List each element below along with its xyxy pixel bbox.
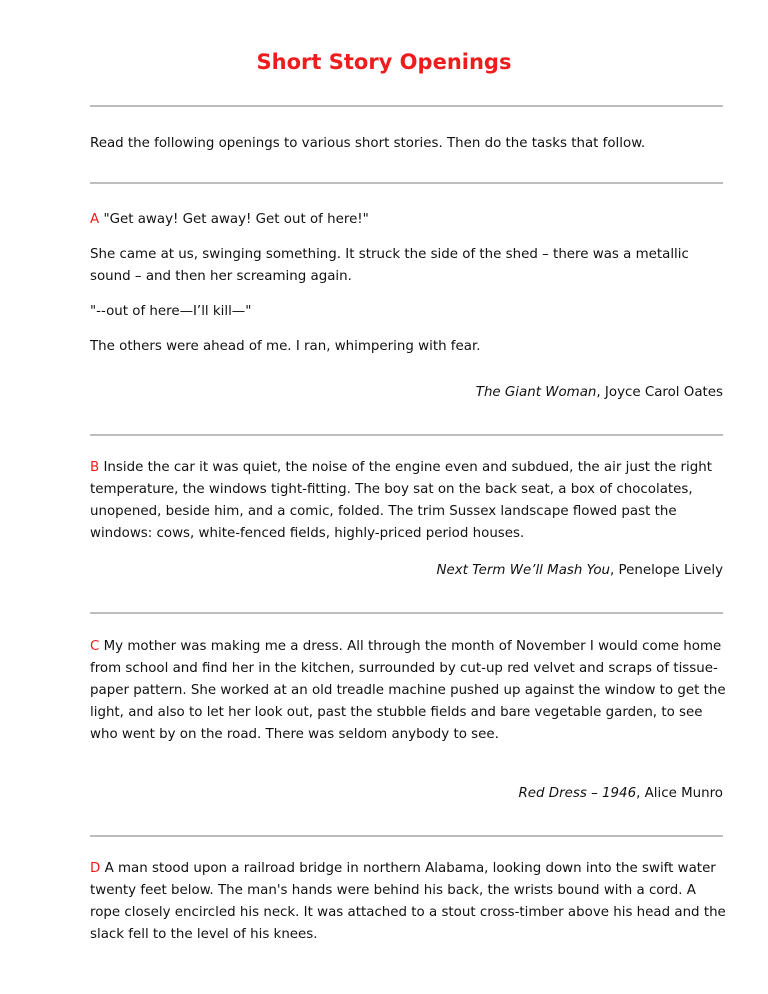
story-b-citation: Next Term We’ll Mash You, Penelope Lively	[436, 563, 723, 578]
story-c-author: Alice Munro	[644, 786, 723, 801]
divider	[90, 105, 723, 107]
divider	[90, 182, 723, 184]
story-b-work-title: Next Term We’ll Mash You	[436, 563, 611, 578]
story-b-text: B Inside the car it was quiet, the noise of the engine even and subdued, the air just the right temperature, the windows tight-fitting. The boy sat on the back seat, a box of chocolates, unopened, beside him, and a comic, folded. The trim Sussex landscape flowed past the windows: cows, white-fenced fields, highly-priced period houses.	[90, 460, 712, 541]
story-b-letter: B	[90, 460, 100, 475]
intro-text: Read the following openings to various short stories. Then do the tasks that follow.	[90, 136, 646, 151]
story-a-author: Joyce Carol Oates	[604, 385, 723, 400]
story-d-letter: D	[90, 861, 101, 876]
story-a-line-3: "--out of here—I’ll kill—"	[90, 304, 252, 319]
story-a-line-2: She came at us, swinging something. It struck the side of the shed – there was a metallic sound – and then her screaming again.	[90, 247, 689, 284]
divider	[90, 835, 723, 837]
story-c-citation: Red Dress – 1946, Alice Munro	[518, 786, 723, 801]
divider	[90, 434, 723, 436]
page-title: Short Story Openings	[256, 50, 512, 74]
story-c-work-title: Red Dress – 1946	[518, 786, 637, 801]
story-a-work-title: The Giant Woman	[475, 385, 597, 400]
story-a-line-1: A "Get away! Get away! Get out of here!"	[90, 212, 369, 227]
story-b-author: Penelope Lively	[618, 563, 723, 578]
story-a-line-4: The others were ahead of me. I ran, whimpering with fear.	[90, 339, 481, 354]
story-d-text: D A man stood upon a railroad bridge in northern Alabama, looking down into the swift water twenty feet below. The man's hands were behind his back, the wrists bound with a cord. A rope closely encircled his neck. It was attached to a stout cross-timber above his head and the slack fell to the level of his knees.	[90, 861, 726, 942]
story-a-letter: A	[90, 212, 100, 227]
divider	[90, 612, 723, 614]
story-a-citation: The Giant Woman, Joyce Carol Oates	[475, 385, 723, 400]
story-c-text: C My mother was making me a dress. All through the month of November I would come home from school and find her in the kitchen, surrounded by cut-up red velvet and scraps of tissue-paper pattern. She worked at an old treadle machine pushed up against the window to get the light, and also to let her look out, past the stubble fields and bare vegetable garden, to see who went by on the road. There was seldom anybody to see.	[90, 639, 726, 742]
story-c-letter: C	[90, 639, 100, 654]
